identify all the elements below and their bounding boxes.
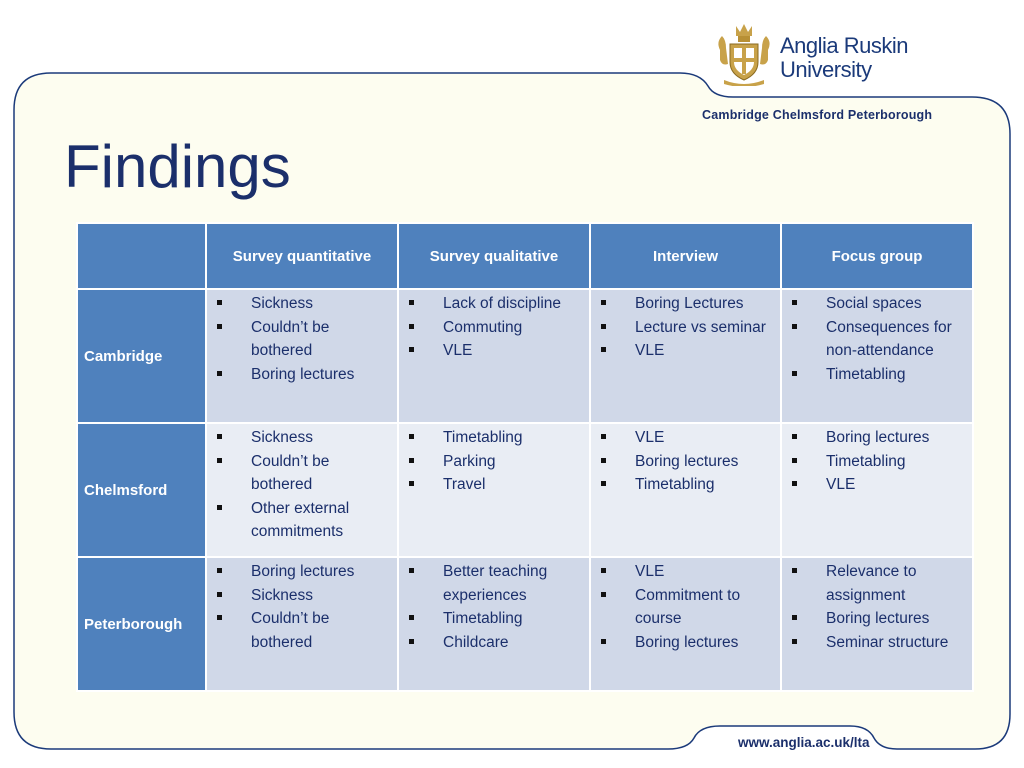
table-cell [398, 289, 590, 423]
row-header: Chelmsford [77, 423, 206, 557]
bullet-list [211, 426, 391, 544]
bullet-item: Boring lectures [211, 560, 391, 584]
bullet-list [595, 292, 774, 363]
table-cell [398, 423, 590, 557]
bullet-item: Boring lectures [786, 607, 966, 631]
bullet-item: Sickness [211, 584, 391, 608]
bullet-item: Lecture vs seminar [595, 316, 774, 340]
table-cell [206, 423, 398, 557]
bullet-item: VLE [786, 473, 966, 497]
bullet-item: Social spaces [786, 292, 966, 316]
bullet-list [403, 292, 583, 363]
bullet-item: Timetabling [786, 450, 966, 474]
column-header: Survey qualitative [398, 223, 590, 289]
university-name-line2: University [780, 57, 872, 82]
bullet-item: Parking [403, 450, 583, 474]
bullet-item: Couldn’t be bothered [211, 607, 391, 654]
bullet-item: VLE [595, 560, 774, 584]
bullet-item: Commuting [403, 316, 583, 340]
bullet-item: Lack of discipline [403, 292, 583, 316]
table-cell [206, 289, 398, 423]
bullet-item: Relevance to assignment [786, 560, 966, 607]
bullet-item: VLE [595, 339, 774, 363]
bullet-item: Boring lectures [211, 363, 391, 387]
bullet-item: Commitment to course [595, 584, 774, 631]
bullet-item: Boring Lectures [595, 292, 774, 316]
bullet-item: Couldn’t be bothered [211, 316, 391, 363]
table-row [77, 289, 973, 423]
table-cell [590, 557, 781, 691]
bullet-item: Consequences for non-attendance [786, 316, 966, 363]
table-cell [781, 289, 973, 423]
bullet-list [786, 560, 966, 654]
campus-list: Cambridge Chelmsford Peterborough [702, 108, 933, 122]
bullet-list [403, 560, 583, 654]
bullet-item: Boring lectures [595, 450, 774, 474]
university-name-line1: Anglia Ruskin [780, 33, 909, 58]
bullet-list [595, 560, 774, 654]
bullet-item: Timetabling [403, 426, 583, 450]
table-cell [781, 557, 973, 691]
bullet-item: Sickness [211, 426, 391, 450]
table-cell [398, 557, 590, 691]
table-cell [781, 423, 973, 557]
column-header: Interview [590, 223, 781, 289]
table-cell [590, 289, 781, 423]
row-header: Peterborough [77, 557, 206, 691]
row-header: Cambridge [77, 289, 206, 423]
column-header: Focus group [781, 223, 973, 289]
bullet-item: Boring lectures [786, 426, 966, 450]
website-url: www.anglia.ac.uk/lta [738, 735, 870, 750]
table-corner-cell [77, 223, 206, 289]
bullet-item: Other external commitments [211, 497, 391, 544]
findings-table [76, 222, 974, 692]
university-crest-icon [714, 20, 774, 86]
bullet-item: VLE [403, 339, 583, 363]
university-name [780, 34, 908, 82]
bullet-item: Seminar structure [786, 631, 966, 655]
bullet-item: Better teaching experiences [403, 560, 583, 607]
bullet-item: Timetabling [786, 363, 966, 387]
bullet-list [786, 426, 966, 497]
bullet-item: Boring lectures [595, 631, 774, 655]
bullet-item: Timetabling [403, 607, 583, 631]
bullet-list [403, 426, 583, 497]
bullet-list [786, 292, 966, 386]
table-row [77, 557, 973, 691]
bullet-item: Couldn’t be bothered [211, 450, 391, 497]
page-title: Findings [64, 133, 291, 200]
column-header: Survey quantitative [206, 223, 398, 289]
bullet-item: Timetabling [595, 473, 774, 497]
bullet-item: Sickness [211, 292, 391, 316]
table-cell [590, 423, 781, 557]
bullet-list [211, 560, 391, 654]
bullet-item: VLE [595, 426, 774, 450]
bullet-list [595, 426, 774, 497]
table-header-row [77, 223, 973, 289]
table-row [77, 423, 973, 557]
bullet-item: Travel [403, 473, 583, 497]
university-logo [714, 20, 944, 90]
bullet-list [211, 292, 391, 386]
table-cell [206, 557, 398, 691]
bullet-item: Childcare [403, 631, 583, 655]
